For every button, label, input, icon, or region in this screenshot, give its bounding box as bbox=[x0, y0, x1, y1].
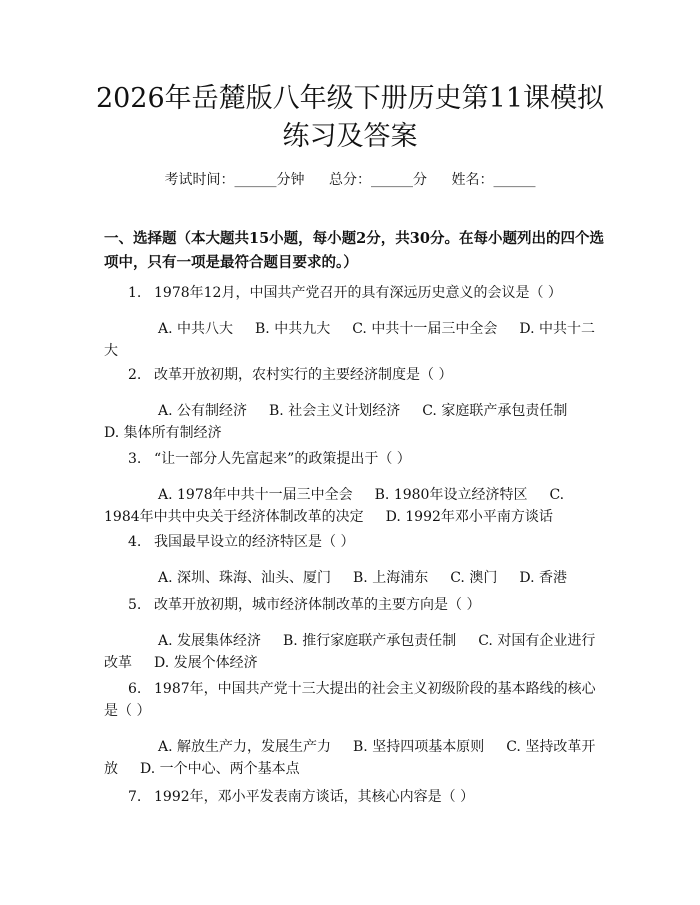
option-a: A. 中共八大 bbox=[158, 321, 234, 337]
question-stem bbox=[104, 282, 600, 304]
option-a: A. 解放生产力，发展生产力 bbox=[158, 739, 332, 755]
question-number: 7. bbox=[128, 789, 142, 805]
question-text: 1978年12月，中国共产党召开的具有深远历史意义的会议是（ ） bbox=[154, 285, 562, 301]
question-stem bbox=[104, 678, 600, 722]
question-4 bbox=[104, 531, 600, 589]
question-text: 改革开放初期，农村实行的主要经济制度是（ ） bbox=[154, 367, 453, 383]
option-c: C. 家庭联产承包责任制 bbox=[422, 403, 568, 419]
option-d: D. 集体所有制经济 bbox=[104, 425, 222, 441]
question-stem bbox=[104, 786, 600, 808]
question-stem bbox=[104, 531, 600, 553]
section-heading: 一、选择题（本大题共15小题，每小题2分，共30分。在每小题列出的四个选项中，只有一项是最符合题目要求的。） bbox=[104, 230, 604, 271]
question-options bbox=[104, 318, 600, 362]
question-number: 2. bbox=[128, 367, 142, 383]
option-b: B. 社会主义计划经济 bbox=[269, 403, 401, 419]
question-5 bbox=[104, 594, 600, 674]
option-c: C. 坚持改革开放 bbox=[104, 739, 596, 777]
exam-time: 考试时间：______分钟 bbox=[164, 172, 305, 188]
question-options bbox=[104, 736, 600, 780]
question-3 bbox=[104, 448, 600, 528]
option-a: A. 1978年中共十一届三中全会 bbox=[158, 487, 353, 503]
option-b: B. 上海浦东 bbox=[353, 570, 429, 586]
question-number: 1. bbox=[128, 285, 142, 301]
question-text: 我国最早设立的经济特区是（ ） bbox=[154, 534, 355, 550]
option-c: C. 中共十一届三中全会 bbox=[352, 321, 498, 337]
question-text: 改革开放初期，城市经济体制改革的主要方向是（ ） bbox=[154, 597, 481, 613]
option-d: D. 香港 bbox=[519, 570, 567, 586]
title-line-2: 练习及答案 bbox=[282, 121, 418, 152]
option-d: D. 一个中心、两个基本点 bbox=[140, 761, 300, 777]
question-options bbox=[104, 400, 600, 444]
question-2 bbox=[104, 364, 600, 444]
question-1 bbox=[104, 282, 600, 362]
question-text: 1992年，邓小平发表南方谈话，其核心内容是（ ） bbox=[154, 789, 475, 805]
question-number: 6. bbox=[128, 681, 142, 697]
option-b: B. 1980年设立经济特区 bbox=[374, 487, 528, 503]
option-a: A. 公有制经济 bbox=[158, 403, 248, 419]
exam-info bbox=[0, 170, 700, 190]
document-title bbox=[60, 80, 640, 156]
option-a: A. 深圳、珠海、汕头、厦门 bbox=[158, 570, 332, 586]
question-options bbox=[104, 567, 600, 589]
question-text: “让一部分人先富起来”的政策提出于（ ） bbox=[154, 451, 411, 467]
option-c: C. 1984年中共中央关于经济体制改革的决定 bbox=[104, 487, 565, 525]
question-stem bbox=[104, 364, 600, 386]
option-a: A. 发展集体经济 bbox=[158, 633, 262, 649]
question-7 bbox=[104, 786, 600, 808]
question-options bbox=[104, 630, 600, 674]
option-b: B. 中共九大 bbox=[255, 321, 331, 337]
exam-score: 总分：______分 bbox=[329, 172, 427, 188]
option-b: B. 坚持四项基本原则 bbox=[353, 739, 485, 755]
exam-name: 姓名：______ bbox=[451, 172, 536, 188]
option-c: C. 对国有企业进行改革 bbox=[104, 633, 596, 671]
question-number: 4. bbox=[128, 534, 142, 550]
title-line-1: 2026年岳麓版八年级下册历史第11课模拟 bbox=[95, 83, 605, 114]
question-number: 3. bbox=[128, 451, 142, 467]
question-stem bbox=[104, 594, 600, 616]
question-number: 5. bbox=[128, 597, 142, 613]
option-d: D. 发展个体经济 bbox=[154, 655, 258, 671]
question-options bbox=[104, 484, 600, 528]
option-d: D. 1992年邓小平南方谈话 bbox=[385, 509, 553, 525]
question-6 bbox=[104, 678, 600, 780]
option-d: D. 中共十二大 bbox=[104, 321, 595, 359]
option-c: C. 澳门 bbox=[450, 570, 498, 586]
question-text: 1987年，中国共产党十三大提出的社会主义初级阶段的基本路线的核心是（ ） bbox=[104, 681, 596, 719]
option-b: B. 推行家庭联产承包责任制 bbox=[283, 633, 457, 649]
question-stem bbox=[104, 448, 600, 470]
